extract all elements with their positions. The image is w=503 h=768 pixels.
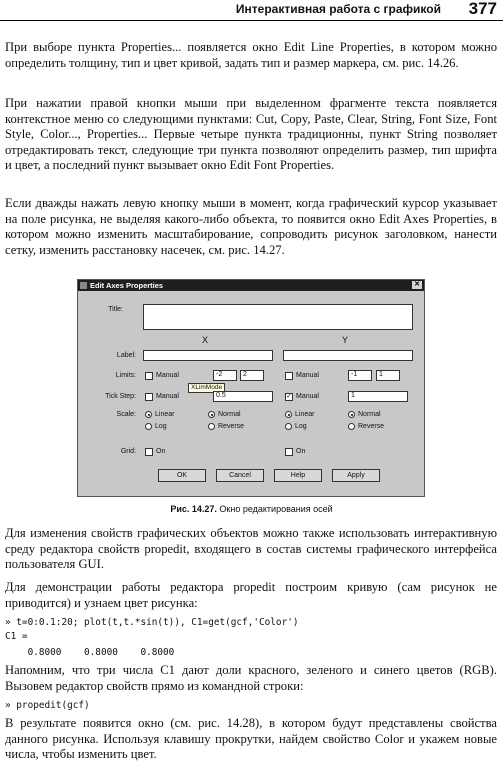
y-grid-on-label: On [296,448,306,455]
x-tick-manual-checkbox[interactable] [145,393,153,401]
dialog-title: Edit Axes Properties [90,281,164,290]
x-limits-manual-label: Manual [156,372,179,379]
ok-button[interactable]: OK [158,469,206,482]
code-line-c1: C1 = [5,631,28,642]
x-scale-log-radio[interactable] [145,423,152,430]
paragraph-rgb: Напомним, что три числа C1 дают доли красного, зеленого и синего цветов (RGB). Вызовем редактор свойств прямо из командной строки: [5,663,497,693]
figure-caption-text: Окно редактирования осей [219,504,333,514]
close-icon[interactable]: ✕ [412,281,422,289]
page-number: 377 [468,0,497,18]
y-limits-manual-label: Manual [296,372,319,379]
x-axis-header: X [202,335,209,345]
paragraph-axes-window: Если дважды нажать левую кнопку мыши в момент, когда графический курсор указывает на поле рисунка, не выделяя какого-либо объекта, то появится окно Edit Axes Properties, в котором можно изменить масштабирование, сопроводить рисунок заголовком, нанести сетку, изменить расстановку насечек, см. рис. 14.27. [5,196,497,257]
y-label-input[interactable] [283,350,413,361]
y-grid-checkbox[interactable] [285,448,293,456]
x-dir-normal-label: Normal [218,411,241,418]
paragraph-propedit: Для изменения свойств графических объектов можно также использовать интерактивную среду редактора свойств propedit, входящего в состав системы графического интерфейса пользователя GUI. [5,526,497,571]
x-dir-reverse-radio[interactable] [208,423,215,430]
x-dir-reverse-label: Reverse [218,423,245,430]
title-label: Title: [108,306,123,313]
y-scale-log-label: Log [295,423,307,430]
cancel-button[interactable]: Cancel [216,469,264,482]
apply-button[interactable]: Apply [332,469,380,482]
limits-label: Limits: [115,372,136,379]
paragraph-result: В результате появится окно (см. рис. 14.28), в котором будут представлены свойства данного рисунка. Используя клавишу прокрутки, найдем свойство Color и укажем новые числа, чтобы изменить цвет. [5,716,497,761]
y-tick-manual-checkbox[interactable]: ✓ [286,393,292,400]
grid-label: Grid: [120,448,136,455]
x-scale-linear-label: Linear [155,411,175,418]
x-scale-log-label: Log [155,423,167,430]
label-label: Label: [116,352,136,359]
x-dir-normal-radio[interactable] [208,411,215,418]
y-scale-log-radio[interactable] [285,423,292,430]
y-scale-linear-radio[interactable] [285,411,292,418]
y-limit-min-input[interactable]: -1 [348,370,372,381]
help-button[interactable]: Help [274,469,322,482]
figure-caption [0,504,503,514]
running-header [0,0,503,21]
x-limits-manual-checkbox[interactable] [145,372,153,380]
code-line-propedit: » propedit(gcf) [5,700,90,711]
x-tick-manual-label: Manual [156,393,179,400]
y-dir-reverse-radio[interactable] [348,423,355,430]
x-tick-step-input[interactable]: 0.5 [213,391,273,402]
code-line-values: 0.8000 0.8000 0.8000 [5,647,175,658]
y-axis-header: Y [342,335,349,345]
figure-label: Рис. 14.27. [170,504,217,514]
x-label-input[interactable] [143,350,273,361]
y-dir-normal-radio[interactable] [348,411,355,418]
edit-axes-properties-dialog [77,279,425,497]
y-scale-linear-label: Linear [295,411,315,418]
x-scale-linear-radio[interactable] [145,411,152,418]
running-title: Интерактивная работа с графикой [235,2,441,16]
y-dir-reverse-label: Reverse [358,423,385,430]
paragraph-properties: При выборе пункта Properties... появляется окно Edit Line Properties, в котором можно определить толщину, тип и цвет кривой, задать тип и размер маркера, см. рис. 14.26. [5,40,497,70]
x-grid-on-label: On [156,448,166,455]
paragraph-demo: Для демонстрации работы редактора propedit построим кривую (сам рисунок не приводится) и узнаем цвет рисунка: [5,580,497,610]
code-line-plot: » t=0:0.1:20; plot(t,t.*sin(t)), C1=get(gcf,'Color') [5,617,299,628]
y-tick-step-input[interactable]: 1 [348,391,408,402]
dialog-titlebar [78,280,424,291]
y-dir-normal-label: Normal [358,411,381,418]
paragraph-context-menu: При нажатии правой кнопки мыши при выделенном фрагменте текста появляется контекстное меню со следующими пунктами: Cut, Copy, Paste, Clear, String, Font Size, Font Style, Color..., Properties... Первые четыре пункта традиционны, пункт String позволяет отредактировать текст, следующие три пункта позволяют определить размер, тип шрифта и цвет, а последний пункт вызывает окно Edit Font Properties. [5,96,497,172]
y-tick-manual-label: Manual [296,393,319,400]
window-menu-icon[interactable] [80,282,87,289]
y-limits-manual-checkbox[interactable] [285,372,293,380]
scale-label: Scale: [116,411,136,418]
x-limit-max-input[interactable]: 2 [240,370,264,381]
xlimmode-tooltip: XLimMode [188,383,225,393]
x-grid-checkbox[interactable] [145,448,153,456]
y-limit-max-input[interactable]: 1 [376,370,400,381]
title-input[interactable] [143,304,413,330]
tick-step-label: Tick Step: [105,393,136,400]
x-limit-min-input[interactable]: -2 [213,370,237,381]
